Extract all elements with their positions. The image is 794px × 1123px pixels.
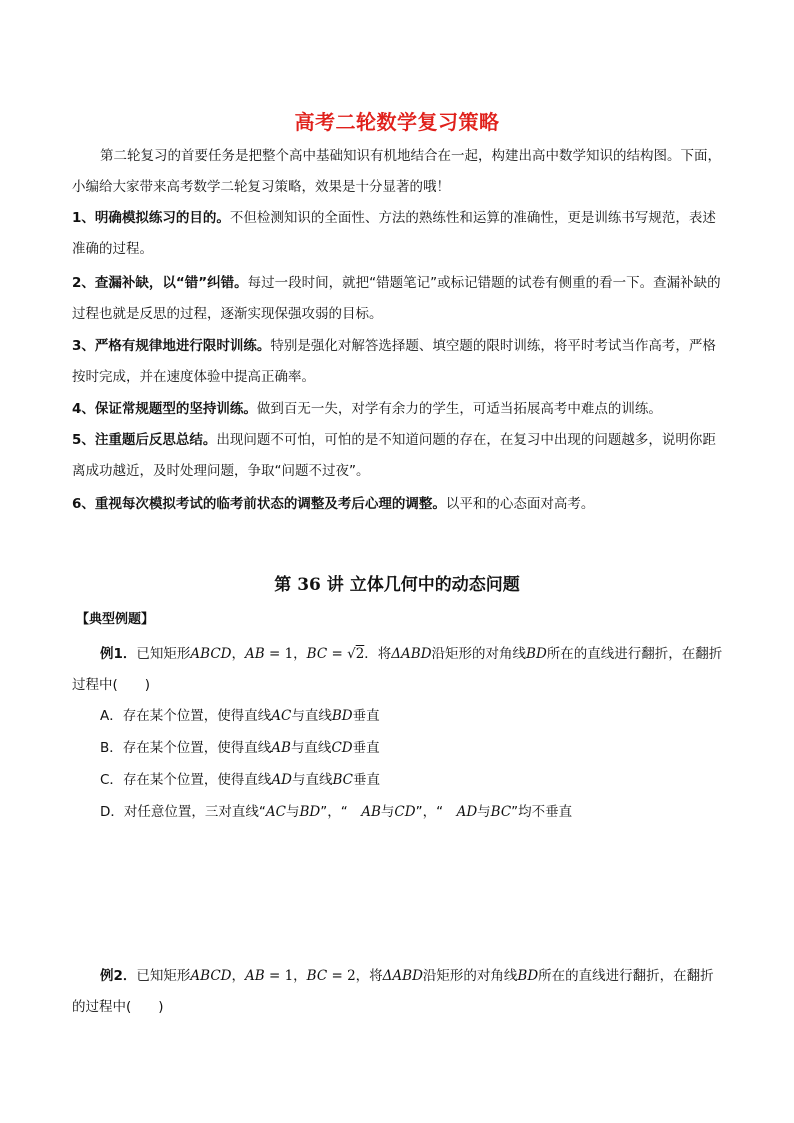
tip-5 (72, 425, 724, 487)
equals-sign: = (264, 646, 285, 662)
math-two: 2 (347, 968, 356, 984)
equals-sign: = (327, 968, 348, 984)
intro-paragraph: 第二轮复习的首要任务是把整个高中基础知识有机地结合在一起，构建出高中数学知识的结构图。下面，小编给大家带来高考数学二轮复习策略，效果是十分显著的哦！ (72, 148, 721, 195)
option-letter: B． (100, 740, 123, 756)
math-line: CD (331, 740, 353, 756)
sqrt-icon: √ (347, 646, 356, 662)
option-text: ”均不垂直 (511, 804, 573, 820)
math-triangle: ΔABD (382, 968, 423, 984)
lecture-title: 第 36 讲 立体几何中的动态问题 (274, 575, 520, 595)
math-one: 1 (284, 646, 294, 662)
math-line: AB (271, 740, 291, 756)
option-text: 与直线 (290, 740, 332, 756)
tip-4 (72, 394, 724, 425)
tip-5-body: 出现问题不可怕，可怕的是不知道问题的存在，在复习中出现的问题越多，说明你距离成功越近，及时处理问题，争取“问题不过夜”。 (72, 432, 716, 479)
separator: ， (231, 968, 245, 984)
option-text: ”，“ (415, 804, 457, 820)
option-text: 与 (286, 804, 300, 820)
math-ab: AB (244, 646, 265, 662)
separator: ， (293, 968, 307, 984)
math-bd: BD (517, 968, 539, 984)
option-c (100, 770, 380, 790)
math-line: BD (331, 708, 353, 724)
option-text: 与直线 (292, 772, 333, 788)
math-line: AD (271, 772, 293, 788)
math-line: AC (271, 708, 292, 724)
equals-sign: = (264, 968, 285, 984)
option-text: ”，“ (320, 804, 362, 820)
math-triangle: ΔABD (391, 646, 432, 662)
option-text: 存在某个位置，使得直线 (122, 708, 272, 724)
tip-5-head: 5、注重题后反思总结。 (72, 432, 217, 448)
option-letter: D． (100, 804, 124, 820)
tip-3 (72, 331, 724, 393)
section-label: 【典型例题】 (76, 612, 155, 627)
math-line: BD (299, 804, 321, 820)
page-title: 高考二轮数学复习策略 (294, 110, 500, 134)
math-line: BC (490, 804, 512, 820)
option-text: 对任意位置，三对直线“ (123, 804, 266, 820)
tip-6-body: 以平和的心态面对高考。 (445, 496, 595, 512)
example-1-text: 已知矩形 (136, 646, 191, 662)
example-2 (72, 961, 724, 1023)
tip-1-head: 1、明确模拟练习的目的。 (72, 210, 230, 226)
math-bd: BD (526, 646, 547, 662)
tip-3-body: 特别是强化对解答选择题、填空题的限时训练，将平时考试当作高考，严格按时完成，并在速度体验中提高正确率。 (72, 338, 716, 385)
example-1-text: 沿矩形的对角线 (431, 646, 527, 662)
option-text: 存在某个位置，使得直线 (122, 740, 272, 756)
option-text: 存在某个位置，使得直线 (122, 772, 272, 788)
tip-1 (72, 203, 724, 265)
option-text: 垂直 (352, 708, 380, 724)
option-letter: C． (100, 772, 123, 788)
math-line: AD (456, 804, 478, 820)
math-line: BC (332, 772, 354, 788)
example-2-text: 沿矩形的对角线 (422, 968, 518, 984)
option-text: 与 (380, 804, 395, 820)
tip-2-head: 2、查漏补缺，以“错”纠错。 (72, 275, 248, 291)
math-one: 1 (284, 968, 294, 984)
math-rect: ABCD (190, 968, 232, 984)
example-2-text: 所在的直线进行翻折，在翻折的过程中( ) (72, 968, 714, 1015)
tip-6 (72, 489, 724, 520)
math-line: AC (265, 804, 286, 820)
math-line: CD (394, 804, 416, 820)
tip-3-head: 3、严格有规律地进行限时训练。 (72, 338, 271, 354)
example-2-text: 已知矩形 (136, 968, 191, 984)
separator: ， (231, 646, 245, 662)
tip-4-body: 做到百无一失，对学有余力的学生，可适当拓展高考中难点的训练。 (256, 401, 662, 417)
separator: ， (293, 646, 307, 662)
tip-6-head: 6、重视每次模拟考试的临考前状态的调整及考后心理的调整。 (72, 496, 446, 512)
example-1-text: ．将 (364, 646, 392, 662)
math-bc: BC (306, 646, 328, 662)
math-sqrt-arg: 2 (355, 646, 365, 662)
equals-sign: = (327, 646, 348, 662)
option-text: 与 (477, 804, 491, 820)
math-line: AB (361, 804, 381, 820)
option-letter: A． (100, 708, 123, 724)
tip-2 (72, 268, 724, 330)
example-2-text: ，将 (355, 968, 383, 984)
tip-1-body: 不但检测知识的全面性、方法的熟练性和运算的准确性，更是训练书写规范，表述准确的过程。 (72, 210, 716, 257)
tip-4-head: 4、保证常规题型的坚持训练。 (72, 401, 257, 417)
math-bc: BC (306, 968, 328, 984)
option-text: 与直线 (291, 708, 332, 724)
example-2-label: 例2． (100, 968, 137, 984)
option-text: 垂直 (353, 772, 381, 788)
example-1-text: 所在的直线进行翻折，在翻折过程中( ) (72, 646, 723, 693)
option-a (100, 706, 380, 726)
option-b (100, 738, 380, 758)
example-1-label: 例1． (100, 646, 137, 662)
option-text: 垂直 (352, 740, 380, 756)
option-d (100, 802, 572, 822)
math-ab: AB (244, 968, 265, 984)
example-1 (72, 639, 724, 701)
tip-2-body: 每过一段时间，就把“错题笔记”或标记错题的试卷有侧重的看一下。查漏补缺的过程也就是反思的过程，逐渐实现保强攻弱的目标。 (72, 275, 721, 322)
math-rect: ABCD (190, 646, 232, 662)
